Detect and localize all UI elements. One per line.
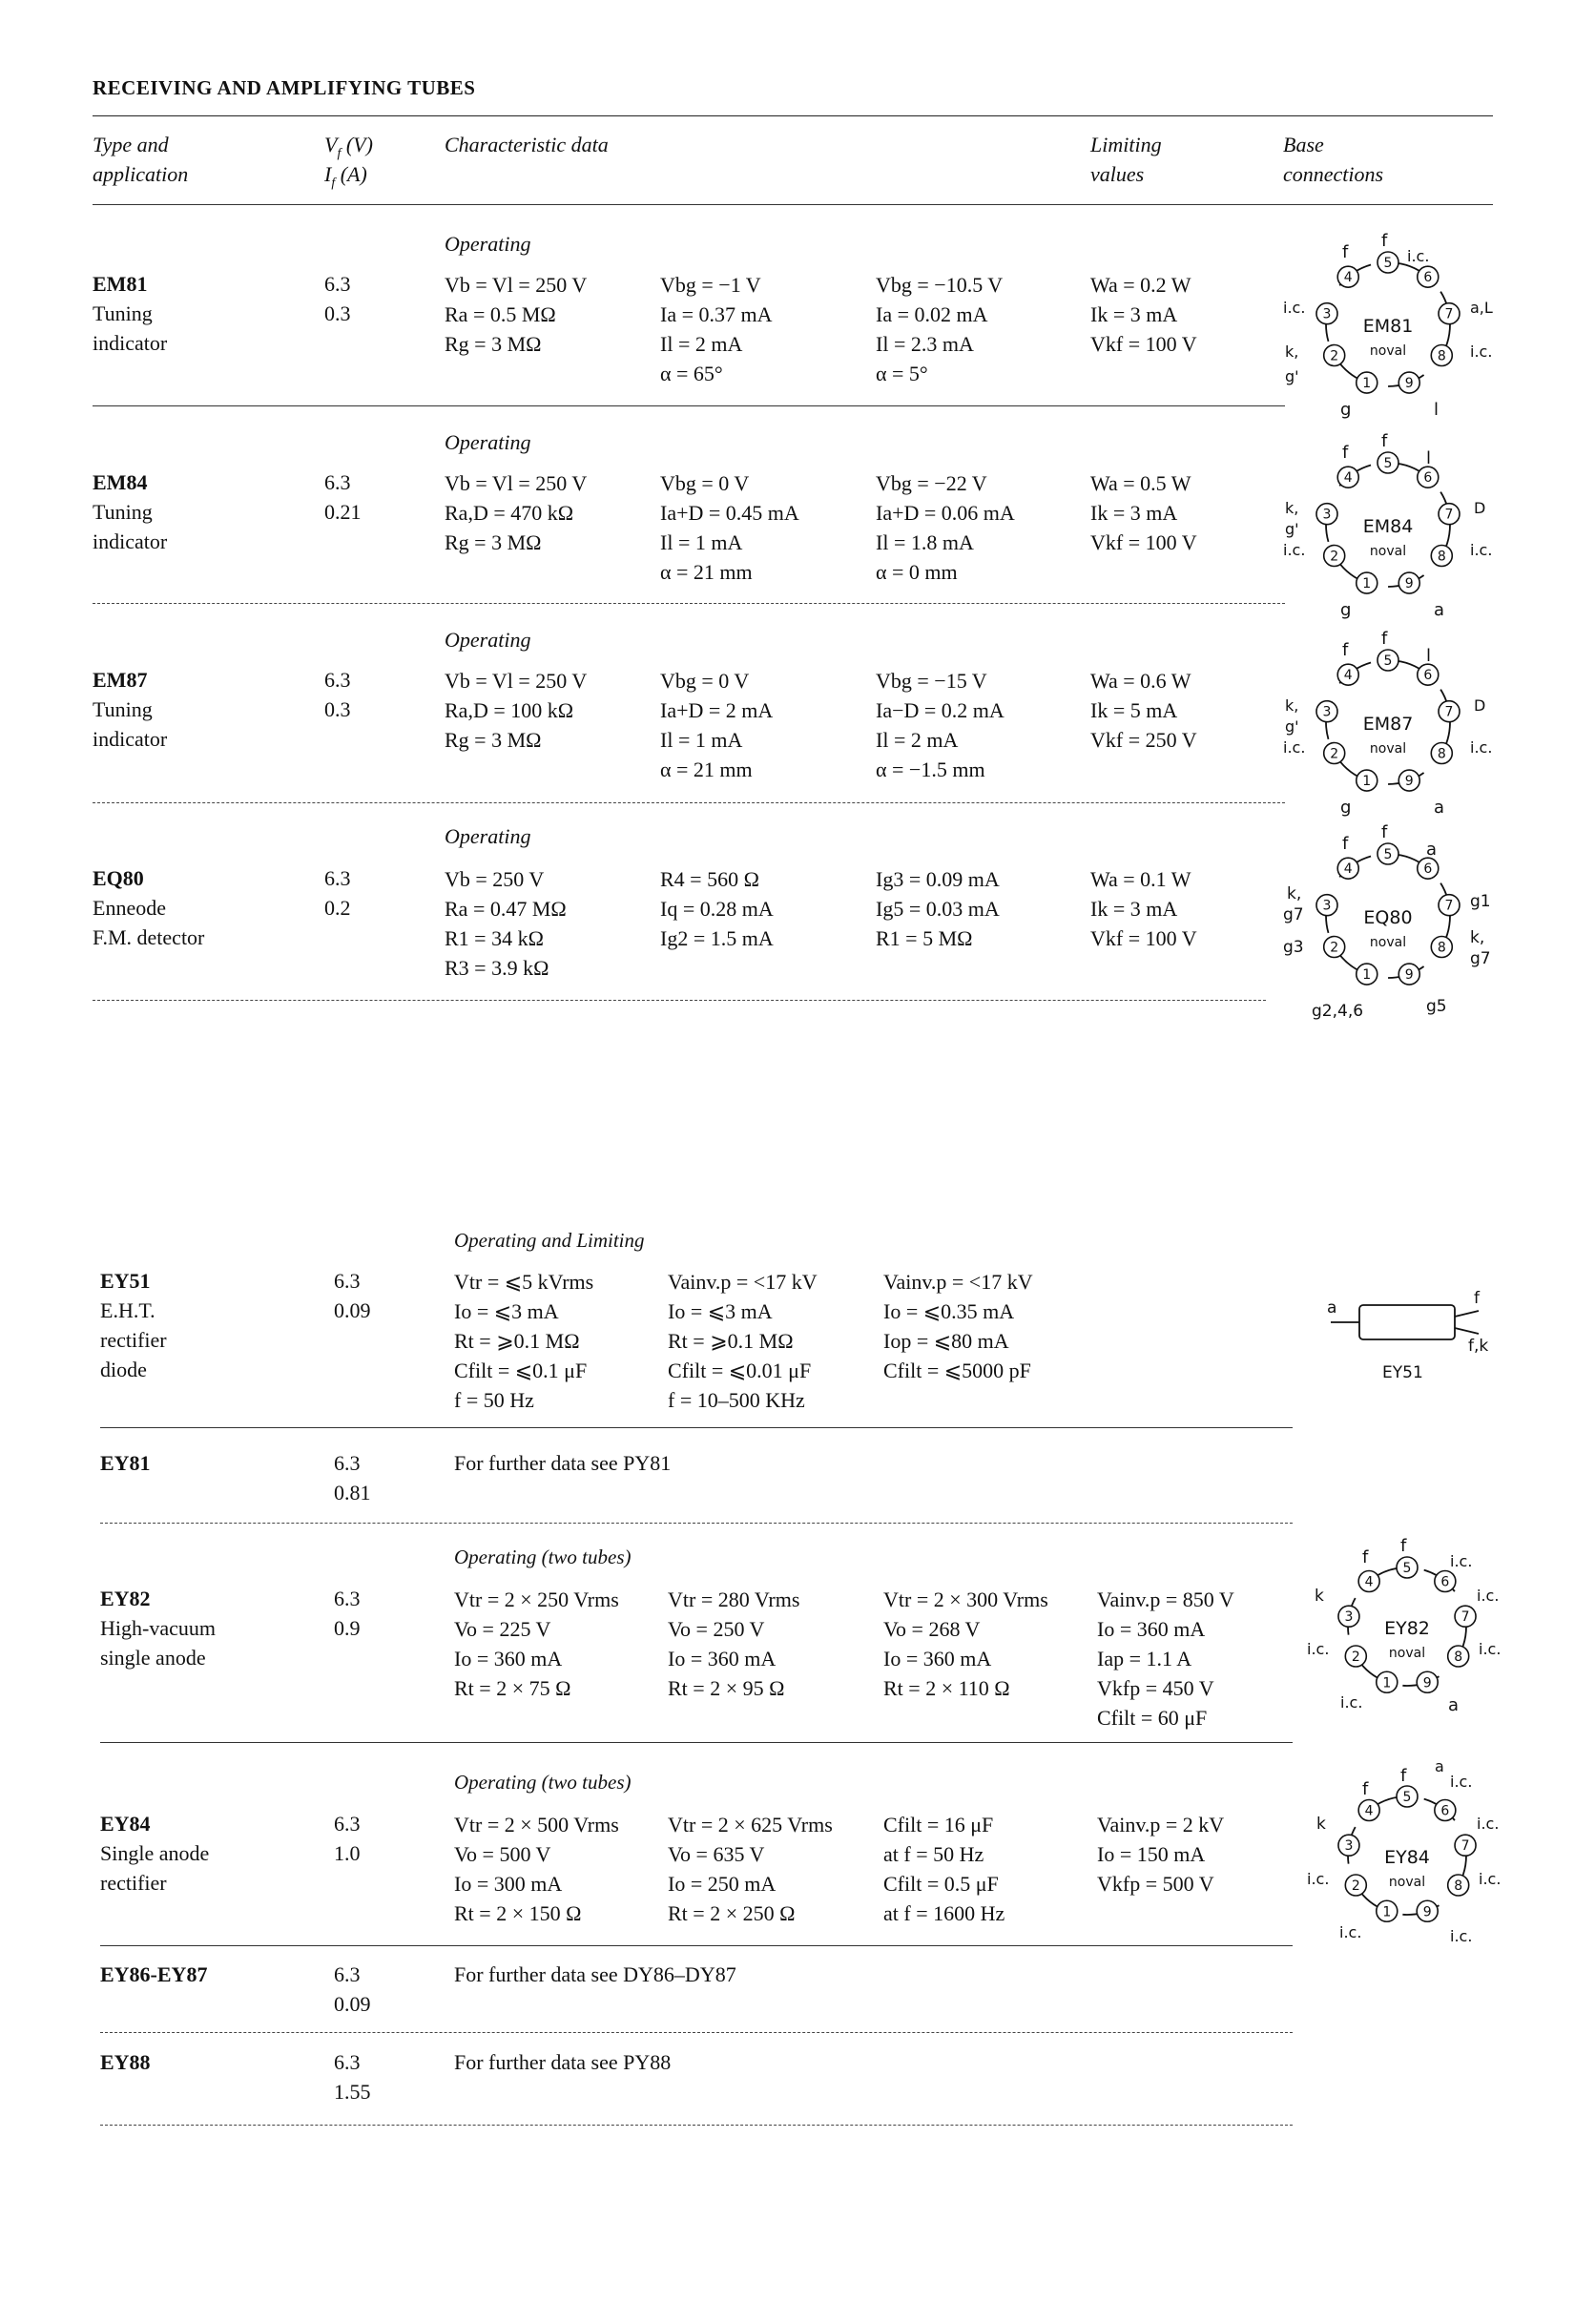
ey88-type: EY88 [100, 2050, 151, 2074]
em81-base-label: EM81 [1362, 316, 1414, 337]
pin-number-7: 7 [1444, 507, 1454, 523]
ey84-lbl-ic2: i.c. [1477, 1815, 1500, 1833]
em84-col-1: Vb = Vl = 250 V Ra,D = 470 kΩ Rg = 3 MΩ [445, 471, 588, 554]
ey84-base-diagram [1307, 1760, 1507, 1951]
header-rule [93, 204, 1493, 205]
ey82-operating-label: Operating (two tubes) [454, 1546, 632, 1568]
pin-number-4: 4 [1343, 270, 1353, 286]
ey51-app-1: E.H.T. [100, 1298, 155, 1322]
ey84-lbl-f2: f [1400, 1766, 1407, 1786]
ey51-vf: 6.3 [334, 1269, 361, 1293]
pin-number-2: 2 [1330, 746, 1339, 762]
ey51-app-3: diode [100, 1358, 147, 1381]
em84-col-4: Wa = 0.5 W Ik = 3 mA Vkf = 100 V [1090, 471, 1197, 554]
em81-app-1: Tuning [93, 301, 153, 325]
eq80-app-1: Enneode [93, 896, 166, 920]
ey82-lbl-ic5: i.c. [1340, 1693, 1363, 1712]
ey81-rule [100, 1523, 1293, 1524]
ey82-col-1: Vtr = 2 × 250 Vrms Vo = 225 V Io = 360 mA Rt = 2 × 75 Ω [454, 1587, 619, 1700]
header-type: Type and [93, 133, 169, 156]
ey82-col-3: Vtr = 2 × 300 Vrms Vo = 268 V Io = 360 mA Rt = 2 × 110 Ω [883, 1587, 1048, 1700]
pin-number-7: 7 [1444, 306, 1454, 322]
em81-col-1: Vb = Vl = 250 V Ra = 0.5 MΩ Rg = 3 MΩ [445, 273, 588, 356]
eq80-lbl-a: a [1426, 840, 1438, 860]
pin-number-6: 6 [1423, 270, 1433, 286]
ey82-base-sub: noval [1388, 1646, 1426, 1661]
em84-if: 0.21 [324, 500, 362, 524]
pin-number-6: 6 [1423, 861, 1433, 878]
em81-col-2: Vbg = −1 V Ia = 0.37 mA Il = 2 mA α = 65° [660, 273, 773, 385]
em81-rule [93, 405, 1285, 406]
ey51-col-1: Vtr = ⩽5 kVrms Io = ⩽3 mA Rt = ⩾0.1 MΩ Cfilt = ⩽0.1 μF f = 50 Hz [454, 1270, 594, 1412]
pin-number-2: 2 [1330, 940, 1339, 956]
em84-lbl-l: l [1426, 448, 1432, 468]
ey84-lbl-ic6: i.c. [1450, 1927, 1473, 1945]
em87-base-sub: noval [1369, 741, 1407, 757]
em87-lbl-a: a [1434, 798, 1445, 818]
ey82-app-2: single anode [100, 1646, 206, 1670]
em81-base-diagram [1283, 229, 1502, 425]
pin-number-8: 8 [1454, 1650, 1463, 1665]
header-values: values [1090, 162, 1145, 186]
eq80-operating-label: Operating [445, 824, 531, 848]
pin-number-1: 1 [1362, 967, 1372, 984]
ey51-rule [100, 1427, 1293, 1428]
em81-operating-label: Operating [445, 232, 531, 256]
ey84-base-sub: noval [1388, 1875, 1426, 1890]
em84-app-2: indicator [93, 529, 168, 553]
pin-number-1: 1 [1382, 1675, 1392, 1691]
em87-lbl-k: k, [1285, 696, 1299, 715]
pin-number-5: 5 [1402, 1561, 1412, 1576]
ey84-lbl-f1: f [1362, 1779, 1369, 1799]
pin-number-8: 8 [1437, 746, 1446, 762]
pin-number-4: 4 [1364, 1803, 1374, 1819]
ey86-ey87-if: 0.09 [334, 1992, 371, 2016]
pin-number-2: 2 [1330, 549, 1339, 565]
eq80-app-2: F.M. detector [93, 925, 205, 949]
pin-number-9: 9 [1404, 774, 1414, 790]
em84-vf: 6.3 [324, 470, 351, 494]
header-connections: connections [1283, 162, 1384, 186]
em81-col-4: Wa = 0.2 W Ik = 3 mA Vkf = 100 V [1090, 273, 1197, 356]
em87-app-2: indicator [93, 727, 168, 751]
eq80-col-4: Wa = 0.1 W Ik = 3 mA Vkf = 100 V [1090, 867, 1197, 950]
em84-lbl-g1: g' [1285, 520, 1299, 538]
eq80-lbl-g1: g1 [1470, 892, 1491, 911]
ey51-operating-label: Operating and Limiting [454, 1229, 645, 1252]
page-title: RECEIVING AND AMPLIFYING TUBES [93, 76, 476, 99]
em81-lbl-aL: a,L [1470, 299, 1493, 317]
pin-number-1: 1 [1362, 774, 1372, 790]
pin-number-9: 9 [1422, 1675, 1432, 1691]
em87-base-diagram [1283, 627, 1502, 822]
ey88-rule [100, 2125, 1293, 2126]
ey84-col-1: Vtr = 2 × 500 Vrms Vo = 500 V Io = 300 mA Rt = 2 × 150 Ω [454, 1813, 619, 1925]
em84-base-sub: noval [1369, 544, 1407, 559]
em84-type: EM84 [93, 470, 148, 494]
eq80-lbl-f2: f [1381, 822, 1388, 842]
ey84-col-4: Vainv.p = 2 kV Io = 150 mA Vkfp = 500 V [1097, 1813, 1225, 1896]
ey82-lbl-ic4: i.c. [1479, 1640, 1502, 1658]
ey84-type: EY84 [100, 1812, 151, 1836]
ey51-app-2: rectifier [100, 1328, 167, 1352]
em87-app-1: Tuning [93, 697, 153, 721]
pin-number-5: 5 [1383, 654, 1393, 669]
em87-lbl-f2: f [1381, 629, 1388, 649]
em81-lbl-l: l [1434, 400, 1440, 420]
em84-lbl-ic2: i.c. [1470, 541, 1493, 559]
pin-number-5: 5 [1383, 456, 1393, 471]
em87-operating-label: Operating [445, 628, 531, 652]
pin-number-9: 9 [1404, 376, 1414, 392]
pin-number-9: 9 [1404, 967, 1414, 984]
em84-lbl-k: k, [1285, 499, 1299, 517]
eq80-base-diagram [1283, 820, 1502, 1026]
pin-number-8: 8 [1437, 348, 1446, 364]
ey51-col-3: Vainv.p = <17 kV Io = ⩽0.35 mA Iop = ⩽80 mA Cfilt = ⩽5000 pF [883, 1270, 1033, 1382]
header-base: Base [1283, 133, 1324, 156]
pin-number-6: 6 [1423, 668, 1433, 684]
eq80-col-1: Vb = 250 V Ra = 0.47 MΩ R1 = 34 kΩ R3 = 3.9 kΩ [445, 867, 567, 980]
ey82-lbl-ic3: i.c. [1307, 1640, 1330, 1658]
ey84-lbl-ic1: i.c. [1450, 1773, 1473, 1791]
ey82-lbl-ic2: i.c. [1477, 1587, 1500, 1605]
em81-if: 0.3 [324, 301, 351, 325]
pin-number-5: 5 [1383, 847, 1393, 862]
em84-col-2: Vbg = 0 V Ia+D = 0.45 mA Il = 1 mA α = 21 mm [660, 471, 799, 584]
pin-number-1: 1 [1382, 1904, 1392, 1920]
ey81-vf: 6.3 [334, 1451, 361, 1475]
ey84-if: 1.0 [334, 1841, 361, 1865]
pin-number-6: 6 [1440, 1803, 1450, 1819]
ey51-lbl-f: f [1474, 1289, 1480, 1308]
em81-lbl-ic2: i.c. [1283, 299, 1306, 317]
header-application: application [93, 162, 189, 186]
em87-col-4: Wa = 0.6 W Ik = 5 mA Vkf = 250 V [1090, 669, 1197, 752]
ey81-type: EY81 [100, 1451, 151, 1475]
pin-number-5: 5 [1402, 1790, 1412, 1805]
em84-lbl-f1: f [1342, 443, 1349, 463]
ey51-base-label: EY51 [1382, 1363, 1423, 1382]
ey84-lbl-a: a [1435, 1760, 1444, 1775]
em84-lbl-f2: f [1381, 431, 1388, 451]
em84-lbl-g: g [1340, 600, 1352, 620]
ey82-rule [100, 1742, 1293, 1743]
ey82-vf: 6.3 [334, 1587, 361, 1610]
ey81-note: For further data see PY81 [454, 1451, 672, 1475]
ey88-note: For further data see PY88 [454, 2050, 672, 2074]
header-vf: $V_f$ (V) [324, 133, 373, 161]
eq80-lbl-k1: k, [1287, 884, 1302, 903]
pin-number-3: 3 [1322, 704, 1332, 720]
pin-number-3: 3 [1322, 306, 1332, 322]
em87-if: 0.3 [324, 697, 351, 721]
em84-app-1: Tuning [93, 500, 153, 524]
ey84-operating-label: Operating (two tubes) [454, 1771, 632, 1794]
pin-number-4: 4 [1343, 861, 1353, 878]
em81-lbl-ic3: i.c. [1470, 342, 1493, 361]
ey82-col-2: Vtr = 280 Vrms Vo = 250 V Io = 360 mA Rt = 2 × 95 Ω [668, 1587, 800, 1700]
ey84-lbl-ic3: i.c. [1307, 1870, 1330, 1888]
pin-number-5: 5 [1383, 256, 1393, 271]
pin-number-3: 3 [1344, 1838, 1354, 1855]
ey82-lbl-ic1: i.c. [1450, 1552, 1473, 1570]
em84-base-diagram [1283, 429, 1502, 625]
ey84-rule [100, 1945, 1293, 1946]
em81-lbl-f1: f [1342, 242, 1349, 262]
eq80-lbl-f1: f [1342, 834, 1349, 854]
eq80-lbl-g7a: g7 [1283, 905, 1304, 924]
ey82-lbl-k: k [1315, 1587, 1324, 1606]
em87-rule [93, 802, 1285, 803]
em84-operating-label: Operating [445, 430, 531, 454]
em84-base-label: EM84 [1362, 516, 1414, 537]
header-characteristic-data: Characteristic data [445, 133, 609, 156]
pin-number-1: 1 [1362, 376, 1372, 392]
eq80-rule [93, 1000, 1266, 1001]
eq80-lbl-g246: g2,4,6 [1312, 1002, 1364, 1021]
em87-base-label: EM87 [1362, 714, 1414, 735]
ey82-base-label: EY82 [1384, 1618, 1430, 1639]
pin-number-1: 1 [1362, 576, 1372, 592]
eq80-lbl-g3: g3 [1283, 938, 1304, 957]
em84-rule [93, 603, 1285, 604]
pin-number-3: 3 [1344, 1609, 1354, 1626]
pin-number-2: 2 [1351, 1878, 1360, 1894]
header-if: $I_f$ (A) [324, 162, 367, 191]
pin-number-7: 7 [1460, 1609, 1470, 1626]
pin-number-2: 2 [1330, 348, 1339, 364]
ey51-lbl-a: a [1327, 1298, 1337, 1318]
ey84-app-1: Single anode [100, 1841, 210, 1865]
em81-vf: 6.3 [324, 272, 351, 296]
ey86-ey87-rule [100, 2032, 1293, 2033]
pin-number-7: 7 [1444, 898, 1454, 914]
pin-number-6: 6 [1423, 470, 1433, 487]
ey51-col-2: Vainv.p = <17 kV Io = ⩽3 mA Rt = ⩾0.1 MΩ Cfilt = ⩽0.01 μF f = 10–500 KHz [668, 1270, 818, 1412]
pin-number-3: 3 [1322, 507, 1332, 523]
ey82-if: 0.9 [334, 1616, 361, 1640]
pin-number-4: 4 [1364, 1574, 1374, 1590]
pin-number-8: 8 [1437, 940, 1446, 956]
em87-lbl-l: l [1426, 646, 1432, 666]
em84-lbl-a: a [1434, 600, 1445, 620]
eq80-if: 0.2 [324, 896, 351, 920]
ey84-lbl-k: k [1316, 1815, 1326, 1834]
ey82-col-4: Vainv.p = 850 V Io = 360 mA Iap = 1.1 A Vkfp = 450 V Cfilt = 60 μF [1097, 1587, 1234, 1730]
ey84-lbl-ic4: i.c. [1479, 1870, 1502, 1888]
em81-lbl-ic1: i.c. [1407, 247, 1430, 265]
header-limiting: Limiting [1090, 133, 1162, 156]
em81-col-3: Vbg = −10.5 V Ia = 0.02 mA Il = 2.3 mA α = 5° [876, 273, 1004, 385]
em81-lbl-k: k, [1285, 342, 1299, 361]
title-rule [93, 115, 1493, 116]
em87-type: EM87 [93, 668, 148, 692]
ey51-base-diagram [1312, 1278, 1502, 1383]
ey51-lbl-fk: f,k [1468, 1337, 1489, 1356]
pin-number-8: 8 [1437, 549, 1446, 565]
eq80-lbl-g5: g5 [1426, 997, 1447, 1016]
ey51-if: 0.09 [334, 1298, 371, 1322]
em87-col-3: Vbg = −15 V Ia−D = 0.2 mA Il = 2 mA α = −1.5 mm [876, 669, 1005, 781]
eq80-lbl-g7b: g7 [1470, 949, 1491, 968]
ey84-lbl-ic5: i.c. [1339, 1923, 1362, 1941]
em81-lbl-f2: f [1381, 231, 1388, 251]
ey86-ey87-note: For further data see DY86–DY87 [454, 1962, 736, 1986]
em87-lbl-ic1: i.c. [1283, 738, 1306, 757]
em81-app-2: indicator [93, 331, 168, 355]
pin-number-7: 7 [1460, 1838, 1470, 1855]
em81-base-sub: noval [1369, 343, 1407, 359]
pin-number-7: 7 [1444, 704, 1454, 720]
eq80-base-label: EQ80 [1363, 907, 1413, 928]
eq80-base-sub: noval [1369, 935, 1407, 950]
pin-number-2: 2 [1351, 1650, 1360, 1665]
em87-lbl-g1: g' [1285, 717, 1299, 736]
pin-number-9: 9 [1422, 1904, 1432, 1920]
ey84-base-label: EY84 [1384, 1847, 1430, 1868]
ey86-ey87-vf: 6.3 [334, 1962, 361, 1986]
ey82-type: EY82 [100, 1587, 151, 1610]
em87-lbl-ic2: i.c. [1470, 738, 1493, 757]
eq80-col-2: R4 = 560 Ω Iq = 0.28 mA Ig2 = 1.5 mA [660, 867, 774, 950]
em84-lbl-ic1: i.c. [1283, 541, 1306, 559]
pin-number-9: 9 [1404, 576, 1414, 592]
em87-lbl-D: D [1474, 696, 1486, 715]
em87-lbl-f1: f [1342, 640, 1349, 660]
em87-col-2: Vbg = 0 V Ia+D = 2 mA Il = 1 mA α = 21 mm [660, 669, 774, 781]
ey84-col-2: Vtr = 2 × 625 Vrms Vo = 635 V Io = 250 mA Rt = 2 × 250 Ω [668, 1813, 833, 1925]
ey51-type: EY51 [100, 1269, 151, 1293]
em87-col-1: Vb = Vl = 250 V Ra,D = 100 kΩ Rg = 3 MΩ [445, 669, 588, 752]
em87-vf: 6.3 [324, 668, 351, 692]
eq80-lbl-k2: k, [1470, 928, 1485, 947]
em81-lbl-g1: g' [1285, 367, 1299, 385]
ey82-app-1: High-vacuum [100, 1616, 216, 1640]
ey81-if: 0.81 [334, 1481, 371, 1504]
pin-number-4: 4 [1343, 470, 1353, 487]
ey82-base-diagram [1307, 1536, 1507, 1722]
ey82-lbl-f2: f [1400, 1536, 1407, 1556]
em84-lbl-D: D [1474, 499, 1486, 517]
pin-number-8: 8 [1454, 1878, 1463, 1894]
ey84-vf: 6.3 [334, 1812, 361, 1836]
eq80-vf: 6.3 [324, 866, 351, 890]
ey88-vf: 6.3 [334, 2050, 361, 2074]
eq80-type: EQ80 [93, 866, 144, 890]
em87-lbl-g: g [1340, 798, 1352, 818]
em81-lbl-g: g [1340, 400, 1352, 420]
pin-number-6: 6 [1440, 1574, 1450, 1590]
ey82-lbl-f1: f [1362, 1547, 1369, 1567]
ey84-app-2: rectifier [100, 1871, 167, 1895]
ey84-col-3: Cfilt = 16 μF at f = 50 Hz Cfilt = 0.5 μF at f = 1600 Hz [883, 1813, 1005, 1925]
em81-type: EM81 [93, 272, 148, 296]
ey86-ey87-type: EY86-EY87 [100, 1962, 208, 1986]
pin-number-3: 3 [1322, 898, 1332, 914]
ey82-lbl-a: a [1448, 1695, 1460, 1715]
pin-number-4: 4 [1343, 668, 1353, 684]
ey88-if: 1.55 [334, 2080, 371, 2104]
em84-col-3: Vbg = −22 V Ia+D = 0.06 mA Il = 1.8 mA α = 0 mm [876, 471, 1015, 584]
eq80-col-3: Ig3 = 0.09 mA Ig5 = 0.03 mA R1 = 5 MΩ [876, 867, 1000, 950]
